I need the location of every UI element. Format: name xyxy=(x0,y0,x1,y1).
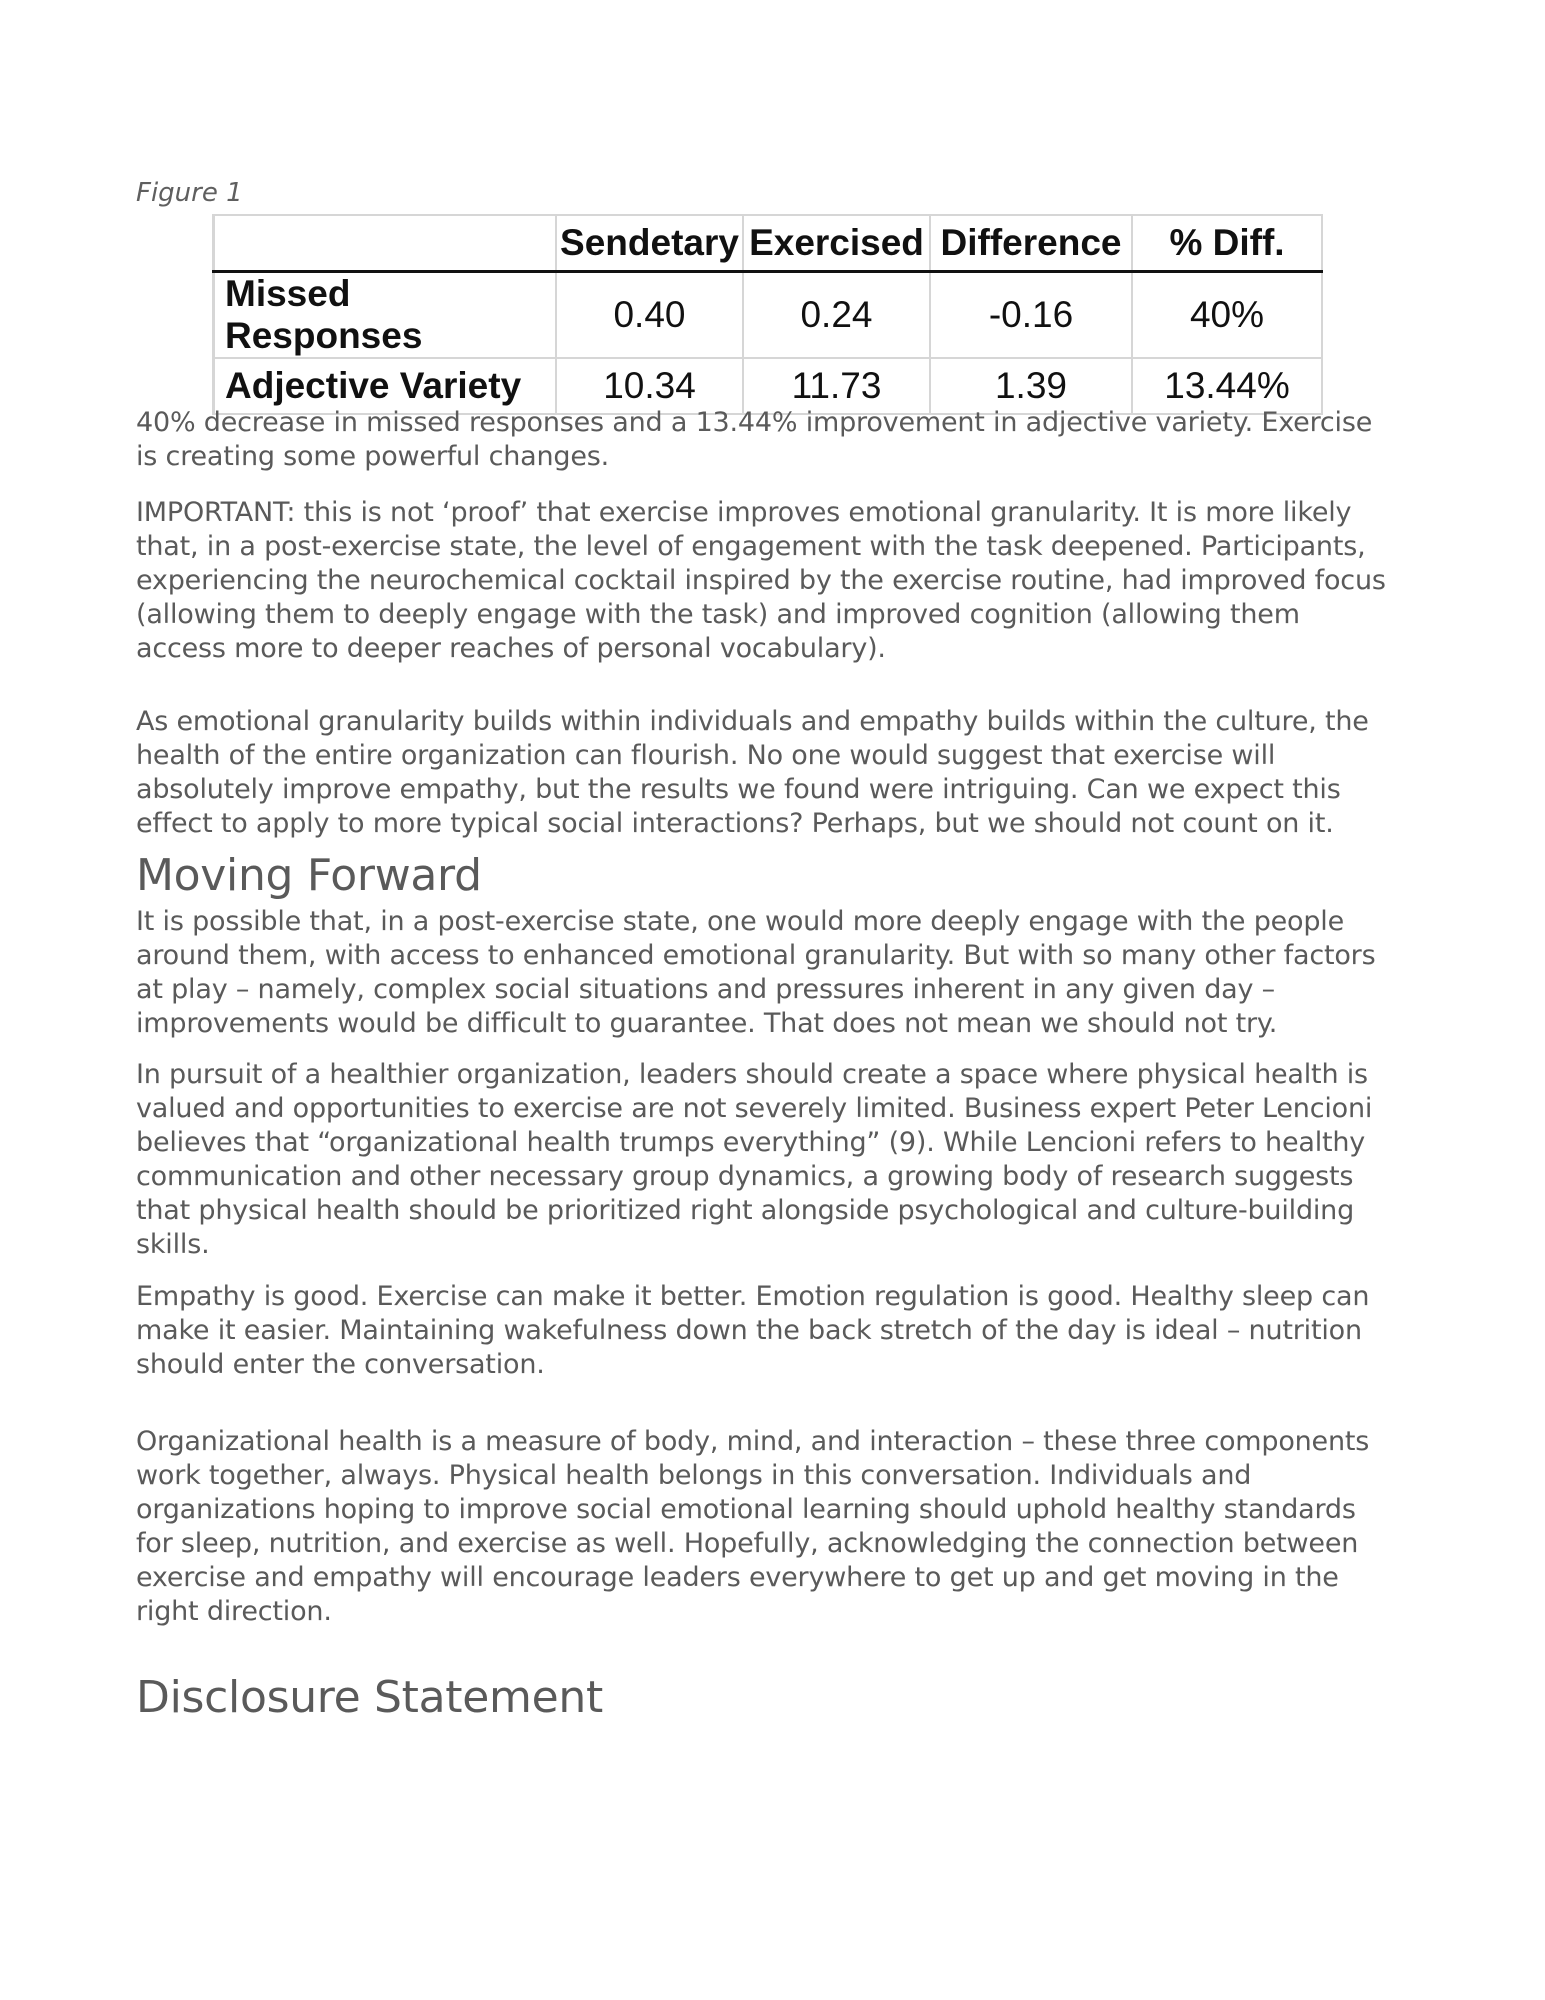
row-label-adjective-variety: Adjective Variety xyxy=(214,358,557,414)
table-row xyxy=(214,272,1323,359)
paragraph-post-exercise: It is possible that, in a post-exercise state, one would more deeply engage with the people around them, with access to enhanced emotional granularity. But with so many other factors at play – namely, complex social situations and pressures inherent in any given day – improvements would be difficult to guarantee. That does not mean we should not try. xyxy=(136,906,1376,1039)
row-label-missed-responses: Missed Responses xyxy=(214,272,557,359)
heading-moving-forward: Moving Forward xyxy=(136,850,482,901)
paragraph-results-summary: 40% decrease in missed responses and a 13.44% improvement in adjective variety. Exercise is creating some powerful changes. xyxy=(136,407,1373,472)
col-header-exercised: Exercised xyxy=(743,215,930,272)
paragraph-organizational-health: Organizational health is a measure of body, mind, and interaction – these three components work together, always. Physical health belongs in this conversation. Individuals and organizations hoping to improve social emotional learning should uphold healthy standards for sleep, nutrition, and exercise as well. Hopefully, acknowledging the connection between exercise and empathy will encourage leaders everywhere to get up and get moving in the right direction. xyxy=(136,1426,1370,1627)
figure-caption: Figure 1 xyxy=(136,178,243,208)
paragraph-healthier-organization: In pursuit of a healthier organization, leaders should create a space where physical health is valued and opportunities to exercise are not severely limited. Business expert Peter Lencioni believes that “organizational health trumps everything” (9). While Lencioni refers to healthy communication and other necessary group dynamics, a growing body of research suggests that physical health should be prioritized right alongside psychological and culture-building skills. xyxy=(136,1059,1373,1260)
table-header-row xyxy=(214,215,1323,272)
paragraph-empathy-good: Empathy is good. Exercise can make it better. Emotion regulation is good. Healthy sleep can make it easier. Maintaining wakefulness down the back stretch of the day is ideal – nutrition should enter the conversation. xyxy=(136,1281,1370,1380)
results-table xyxy=(212,214,1323,415)
paragraph-emotional-granularity: As emotional granularity builds within individuals and empathy builds within the culture, the health of the entire organization can flourish. No one would suggest that exercise will absolutely improve empathy, but the results we found were intriguing. Can we expect this effect to apply to more typical social interactions? Perhaps, but we should not count on it. xyxy=(136,706,1369,839)
table-cell: 1.39 xyxy=(930,358,1132,414)
table-cell: 10.34 xyxy=(556,358,743,414)
table-cell: 40% xyxy=(1132,272,1322,359)
table-corner-cell xyxy=(214,215,557,272)
table-cell: 13.44% xyxy=(1132,358,1322,414)
col-header-sedentary: Sendetary xyxy=(556,215,743,272)
paragraph-important-note: IMPORTANT: this is not ‘proof’ that exercise improves emotional granularity. It is more likely that, in a post-exercise state, the level of engagement with the task deepened. Participants, experiencing the neurochemical cocktail inspired by the exercise routine, had improved focus (allowing them to deeply engage with the task) and improved cognition (allowing them access more to deeper reaches of personal vocabulary). xyxy=(136,497,1386,664)
col-header-percent-diff: % Diff. xyxy=(1132,215,1322,272)
table-cell: 0.40 xyxy=(556,272,743,359)
heading-disclosure-statement: Disclosure Statement xyxy=(136,1672,603,1723)
col-header-difference: Difference xyxy=(930,215,1132,272)
table-cell: 0.24 xyxy=(743,272,930,359)
table-cell: 11.73 xyxy=(743,358,930,414)
table-cell: -0.16 xyxy=(930,272,1132,359)
